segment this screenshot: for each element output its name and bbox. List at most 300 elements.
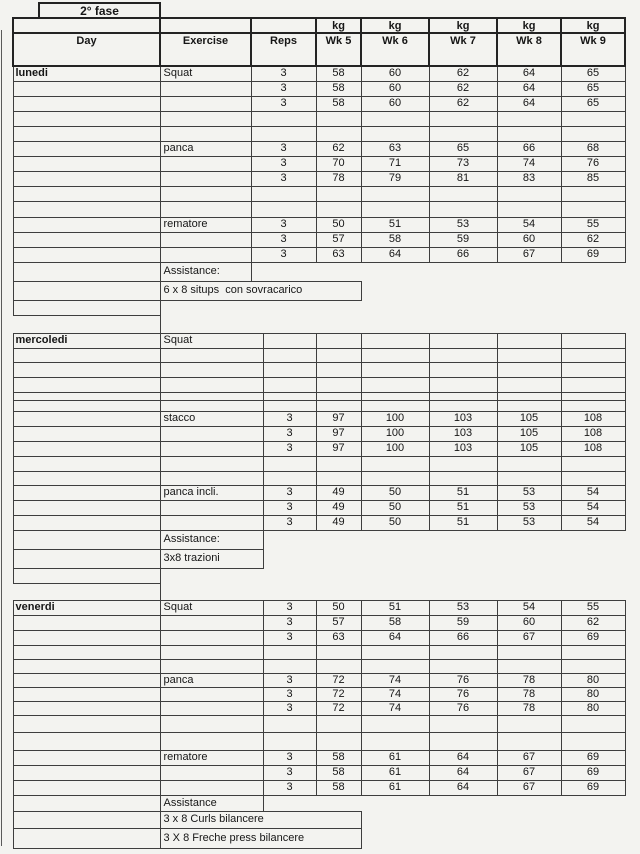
week-value-cell <box>429 715 497 732</box>
week-value-cell: 61 <box>361 780 429 795</box>
week-value-cell: 105 <box>497 441 561 456</box>
week-value-cell: 57 <box>316 615 361 630</box>
exercise-cell <box>160 715 263 732</box>
day-cell <box>13 377 160 392</box>
section-gap <box>160 315 625 333</box>
week-value-cell: 65 <box>561 66 625 81</box>
table-row <box>13 811 625 828</box>
week-value-cell <box>429 111 497 126</box>
col-header-week-6: Wk 6 <box>361 33 429 66</box>
exercise-cell <box>160 500 263 515</box>
table-row <box>13 750 625 765</box>
week-value-cell: 53 <box>429 217 497 232</box>
day-cell <box>13 795 160 811</box>
row-blank <box>361 828 625 848</box>
assistance-exercise-label: 6 x 8 situps con sovracarico <box>160 281 361 300</box>
day-cell <box>13 141 160 156</box>
reps-cell: 3 <box>251 66 316 81</box>
reps-cell <box>263 715 316 732</box>
week-value-cell: 100 <box>361 441 429 456</box>
table-row <box>13 66 625 81</box>
week-value-cell: 64 <box>497 81 561 96</box>
week-value-cell: 74 <box>361 701 429 715</box>
table-row <box>13 247 625 262</box>
table-row <box>13 765 625 780</box>
corner-spacer <box>13 3 39 18</box>
day-cell <box>13 411 160 426</box>
unit-header: kg <box>497 18 561 33</box>
week-value-cell <box>429 400 497 411</box>
exercise-cell <box>160 156 251 171</box>
week-value-cell: 64 <box>361 247 429 262</box>
table-row <box>13 400 625 411</box>
day-cell <box>13 645 160 659</box>
week-value-cell <box>561 645 625 659</box>
day-cell <box>13 111 160 126</box>
table-row <box>13 659 625 673</box>
week-value-cell: 65 <box>429 141 497 156</box>
week-value-cell <box>316 400 361 411</box>
day-cell <box>13 471 160 485</box>
reps-cell: 3 <box>251 247 316 262</box>
day-cell <box>13 171 160 186</box>
week-value-cell: 74 <box>361 687 429 701</box>
unit-header: kg <box>316 18 361 33</box>
week-value-cell <box>497 715 561 732</box>
week-value-cell: 97 <box>316 426 361 441</box>
reps-cell <box>263 471 316 485</box>
week-value-cell: 103 <box>429 441 497 456</box>
week-value-cell: 58 <box>316 750 361 765</box>
reps-cell: 3 <box>263 630 316 645</box>
week-value-cell: 54 <box>497 600 561 615</box>
week-value-cell: 80 <box>561 687 625 701</box>
week-value-cell <box>497 392 561 400</box>
table-row <box>13 96 625 111</box>
table-row <box>13 485 625 500</box>
exercise-cell <box>160 348 263 362</box>
reps-cell: 3 <box>263 411 316 426</box>
exercise-cell <box>160 441 263 456</box>
week-value-cell: 66 <box>497 141 561 156</box>
exercise-cell <box>160 81 251 96</box>
week-value-cell <box>361 659 429 673</box>
reps-cell <box>263 400 316 411</box>
day-cell <box>13 186 160 201</box>
day-cell <box>13 687 160 701</box>
week-value-cell <box>361 645 429 659</box>
week-value-cell: 78 <box>497 673 561 687</box>
exercise-cell <box>160 426 263 441</box>
table-row <box>13 348 625 362</box>
week-value-cell: 97 <box>316 441 361 456</box>
week-value-cell: 79 <box>361 171 429 186</box>
week-value-cell: 73 <box>429 156 497 171</box>
assistance-exercise-label: 3 x 8 Curls bilancere <box>160 811 361 828</box>
week-value-cell: 60 <box>361 66 429 81</box>
day-cell <box>13 300 160 315</box>
week-value-cell <box>316 471 361 485</box>
exercise-cell <box>160 96 251 111</box>
assistance-label: Assistance <box>160 795 263 811</box>
week-value-cell: 54 <box>561 515 625 530</box>
week-value-cell <box>561 400 625 411</box>
week-value-cell: 60 <box>497 232 561 247</box>
row-blank <box>263 530 625 549</box>
week-value-cell <box>561 348 625 362</box>
week-value-cell: 65 <box>561 81 625 96</box>
table-row <box>13 141 625 156</box>
exercise-cell: rematore <box>160 217 251 232</box>
day-cell <box>13 530 160 549</box>
week-value-cell: 70 <box>316 156 361 171</box>
week-value-cell <box>561 377 625 392</box>
table-row <box>13 795 625 811</box>
day-cell <box>13 262 160 281</box>
table-row <box>13 18 625 33</box>
week-value-cell <box>561 456 625 471</box>
week-value-cell <box>361 348 429 362</box>
week-value-cell <box>316 377 361 392</box>
week-value-cell: 50 <box>361 515 429 530</box>
week-value-cell: 59 <box>429 615 497 630</box>
week-value-cell: 62 <box>561 232 625 247</box>
week-value-cell: 74 <box>361 673 429 687</box>
day-cell <box>13 549 160 568</box>
week-value-cell <box>429 456 497 471</box>
day-cell <box>13 780 160 795</box>
week-value-cell <box>561 126 625 141</box>
reps-cell: 3 <box>263 426 316 441</box>
week-value-cell: 66 <box>429 247 497 262</box>
exercise-cell <box>160 630 263 645</box>
table-row <box>13 456 625 471</box>
exercise-cell: stacco <box>160 411 263 426</box>
top-blank <box>160 3 625 18</box>
table-row <box>13 81 625 96</box>
exercise-cell <box>160 232 251 247</box>
exercise-cell <box>160 687 263 701</box>
week-value-cell: 85 <box>561 171 625 186</box>
section-gap-left <box>13 315 160 333</box>
week-value-cell <box>497 732 561 750</box>
week-value-cell: 72 <box>316 673 361 687</box>
week-value-cell: 71 <box>361 156 429 171</box>
table-row <box>13 530 625 549</box>
week-value-cell <box>361 471 429 485</box>
week-value-cell: 76 <box>561 156 625 171</box>
week-value-cell: 53 <box>497 500 561 515</box>
week-value-cell <box>316 659 361 673</box>
week-value-cell: 78 <box>497 687 561 701</box>
week-value-cell: 62 <box>429 96 497 111</box>
week-value-cell <box>361 186 429 201</box>
day-cell <box>13 715 160 732</box>
week-value-cell <box>497 471 561 485</box>
week-value-cell <box>561 186 625 201</box>
day-cell <box>13 392 160 400</box>
week-value-cell <box>497 348 561 362</box>
week-value-cell: 97 <box>316 411 361 426</box>
week-value-cell <box>429 126 497 141</box>
table-row <box>13 411 625 426</box>
week-value-cell <box>316 333 361 348</box>
week-value-cell <box>361 111 429 126</box>
week-value-cell: 58 <box>316 765 361 780</box>
day-cell: venerdi <box>13 600 160 615</box>
week-value-cell <box>497 201 561 217</box>
week-value-cell <box>561 392 625 400</box>
week-value-cell: 58 <box>316 780 361 795</box>
week-value-cell: 61 <box>361 765 429 780</box>
exercise-cell: Squat <box>160 66 251 81</box>
week-value-cell: 74 <box>497 156 561 171</box>
week-value-cell: 67 <box>497 765 561 780</box>
reps-cell <box>263 333 316 348</box>
table-row <box>13 171 625 186</box>
week-value-cell: 69 <box>561 630 625 645</box>
day-cell <box>13 673 160 687</box>
week-value-cell: 64 <box>429 780 497 795</box>
week-value-cell: 69 <box>561 765 625 780</box>
week-value-cell <box>561 362 625 377</box>
table-row <box>13 673 625 687</box>
week-value-cell <box>316 715 361 732</box>
day-cell <box>13 400 160 411</box>
week-value-cell <box>497 186 561 201</box>
week-value-cell: 67 <box>497 247 561 262</box>
week-value-cell: 78 <box>497 701 561 715</box>
exercise-cell <box>160 400 263 411</box>
table-row <box>13 392 625 400</box>
week-value-cell: 62 <box>316 141 361 156</box>
day-cell: mercoledi <box>13 333 160 348</box>
week-value-cell: 49 <box>316 485 361 500</box>
week-value-cell: 60 <box>497 615 561 630</box>
table-row <box>13 471 625 485</box>
week-value-cell: 105 <box>497 426 561 441</box>
col-header-week-7: Wk 7 <box>429 33 497 66</box>
exercise-cell <box>160 186 251 201</box>
week-value-cell <box>497 126 561 141</box>
day-cell <box>13 441 160 456</box>
week-value-cell: 53 <box>429 600 497 615</box>
week-value-cell: 108 <box>561 411 625 426</box>
day-cell <box>13 156 160 171</box>
table-row <box>13 426 625 441</box>
week-value-cell: 51 <box>429 515 497 530</box>
exercise-cell <box>160 362 263 377</box>
assistance-label: Assistance: <box>160 262 251 281</box>
table-row <box>13 687 625 701</box>
week-value-cell <box>361 715 429 732</box>
week-value-cell: 60 <box>361 96 429 111</box>
week-value-cell: 63 <box>361 141 429 156</box>
week-value-cell: 80 <box>561 701 625 715</box>
week-value-cell: 78 <box>316 171 361 186</box>
week-value-cell <box>429 659 497 673</box>
day-cell <box>13 232 160 247</box>
week-value-cell <box>561 111 625 126</box>
table-row <box>13 500 625 515</box>
row-blank <box>160 300 625 315</box>
exercise-cell <box>160 515 263 530</box>
week-value-cell: 80 <box>561 673 625 687</box>
week-value-cell <box>361 456 429 471</box>
day-cell <box>13 615 160 630</box>
week-value-cell: 64 <box>361 630 429 645</box>
week-value-cell <box>497 659 561 673</box>
phase-title: 2° fase <box>39 3 160 18</box>
week-value-cell: 103 <box>429 411 497 426</box>
day-cell <box>13 348 160 362</box>
day-cell <box>13 765 160 780</box>
day-cell <box>13 485 160 500</box>
day-cell <box>13 126 160 141</box>
reps-cell <box>263 348 316 362</box>
table-row <box>13 232 625 247</box>
week-value-cell: 67 <box>497 750 561 765</box>
week-value-cell: 69 <box>561 247 625 262</box>
week-value-cell: 61 <box>361 750 429 765</box>
exercise-cell <box>160 701 263 715</box>
reps-cell <box>263 456 316 471</box>
table-row <box>13 549 625 568</box>
week-value-cell: 69 <box>561 780 625 795</box>
day-cell <box>13 750 160 765</box>
table-row <box>13 715 625 732</box>
exercise-cell <box>160 126 251 141</box>
day-cell <box>13 426 160 441</box>
table-row <box>13 568 625 583</box>
week-value-cell <box>316 126 361 141</box>
reps-cell: 3 <box>263 600 316 615</box>
week-value-cell: 54 <box>561 485 625 500</box>
week-value-cell: 57 <box>316 232 361 247</box>
reps-cell: 3 <box>263 615 316 630</box>
day-cell <box>13 247 160 262</box>
week-value-cell: 72 <box>316 687 361 701</box>
table-row <box>13 315 625 333</box>
table-row <box>13 600 625 615</box>
table-row <box>13 201 625 217</box>
week-value-cell <box>429 201 497 217</box>
reps-cell: 3 <box>251 156 316 171</box>
row-blank <box>263 549 625 568</box>
kg-row-day-cell <box>13 18 160 33</box>
day-cell <box>13 96 160 111</box>
unit-header: kg <box>561 18 625 33</box>
week-value-cell <box>316 111 361 126</box>
week-value-cell: 54 <box>497 217 561 232</box>
week-value-cell: 66 <box>429 630 497 645</box>
week-value-cell <box>361 392 429 400</box>
table-row <box>13 333 625 348</box>
week-value-cell: 65 <box>561 96 625 111</box>
table-row <box>13 780 625 795</box>
day-cell <box>13 659 160 673</box>
table-row <box>13 186 625 201</box>
week-value-cell: 64 <box>497 66 561 81</box>
week-value-cell <box>316 201 361 217</box>
week-value-cell <box>361 333 429 348</box>
day-cell <box>13 515 160 530</box>
day-cell <box>13 362 160 377</box>
table-row <box>13 3 625 18</box>
week-value-cell <box>561 715 625 732</box>
reps-cell: 3 <box>263 500 316 515</box>
row-blank <box>361 811 625 828</box>
week-value-cell: 67 <box>497 630 561 645</box>
week-value-cell: 63 <box>316 630 361 645</box>
reps-cell: 3 <box>251 81 316 96</box>
week-value-cell: 50 <box>316 217 361 232</box>
table-row <box>13 281 625 300</box>
week-value-cell <box>429 362 497 377</box>
week-value-cell: 100 <box>361 426 429 441</box>
week-value-cell: 50 <box>361 500 429 515</box>
reps-cell: 3 <box>263 441 316 456</box>
week-value-cell: 58 <box>316 66 361 81</box>
week-value-cell: 59 <box>429 232 497 247</box>
exercise-cell <box>160 615 263 630</box>
week-value-cell <box>497 645 561 659</box>
table-row <box>13 111 625 126</box>
week-value-cell <box>561 333 625 348</box>
day-cell <box>13 701 160 715</box>
week-value-cell: 64 <box>497 96 561 111</box>
week-value-cell: 76 <box>429 673 497 687</box>
exercise-cell <box>160 732 263 750</box>
week-value-cell <box>429 732 497 750</box>
week-value-cell <box>316 645 361 659</box>
exercise-cell <box>160 765 263 780</box>
day-cell <box>13 811 160 828</box>
exercise-cell <box>160 456 263 471</box>
week-value-cell: 49 <box>316 500 361 515</box>
table-row <box>13 156 625 171</box>
row-blank <box>263 795 625 811</box>
assistance-label: 3x8 trazioni <box>160 549 263 568</box>
week-value-cell: 60 <box>361 81 429 96</box>
row-blank <box>251 262 625 281</box>
day-cell: lunedi <box>13 66 160 81</box>
reps-cell <box>263 659 316 673</box>
week-value-cell: 62 <box>561 615 625 630</box>
week-value-cell: 55 <box>561 217 625 232</box>
reps-cell <box>251 126 316 141</box>
table-row <box>13 262 625 281</box>
row-blank <box>361 281 625 300</box>
week-value-cell: 105 <box>497 411 561 426</box>
table-row <box>13 217 625 232</box>
week-value-cell <box>316 348 361 362</box>
week-value-cell <box>561 201 625 217</box>
week-value-cell: 68 <box>561 141 625 156</box>
table-row <box>13 441 625 456</box>
exercise-cell: Squat <box>160 333 263 348</box>
week-value-cell: 54 <box>561 500 625 515</box>
row-blank <box>160 568 625 583</box>
week-value-cell: 64 <box>429 765 497 780</box>
exercise-cell <box>160 377 263 392</box>
exercise-cell: panca incli. <box>160 485 263 500</box>
reps-cell: 3 <box>251 217 316 232</box>
col-header-week-8: Wk 8 <box>497 33 561 66</box>
reps-cell: 3 <box>251 141 316 156</box>
week-value-cell <box>561 659 625 673</box>
col-header-exercise: Exercise <box>160 33 251 66</box>
